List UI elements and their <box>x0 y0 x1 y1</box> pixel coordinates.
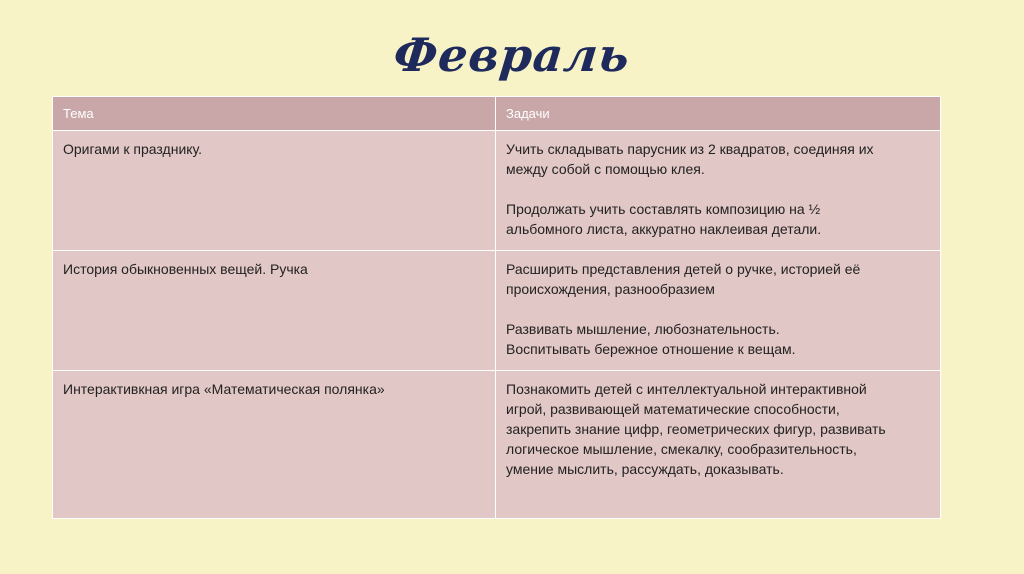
table-row <box>53 251 941 371</box>
task-text: Продолжать учить составлять композицию на ½ альбомного листа, аккуратно наклеивая детали. <box>506 201 822 237</box>
table-header-row <box>53 97 941 131</box>
header-tasks: Задачи <box>496 97 941 131</box>
task-text: Развивать мышление, любознательность. Воспитывать бережное отношение к вещам. <box>506 321 796 357</box>
tasks-cell <box>496 371 941 519</box>
tasks-cell <box>496 131 941 251</box>
topic-cell: Интерактивкная игра «Математическая полянка» <box>53 371 496 519</box>
plan-table <box>52 96 941 519</box>
header-topic: Тема <box>53 97 496 131</box>
table-row <box>53 131 941 251</box>
topic-cell: История обыкновенных вещей. Ручка <box>53 251 496 371</box>
task-text: Расширить представления детей о ручке, историей её происхождения, разнообразием <box>506 261 861 297</box>
table-row <box>53 371 941 519</box>
topic-cell: Оригами к празднику. <box>53 131 496 251</box>
task-text: Учить складывать парусник из 2 квадратов, соединяя их между собой с помощью клея. <box>506 141 874 177</box>
task-text: Познакомить детей с интеллектуальной интерактивной игрой, развивающей математические способности, закрепить знание цифр, геометрических фигур, развивать логическое мышление, смекалку, сообразительность, умение мыслить, рассуждать, доказывать. <box>506 381 886 477</box>
tasks-cell <box>496 251 941 371</box>
page-title: Февраль <box>391 28 633 82</box>
